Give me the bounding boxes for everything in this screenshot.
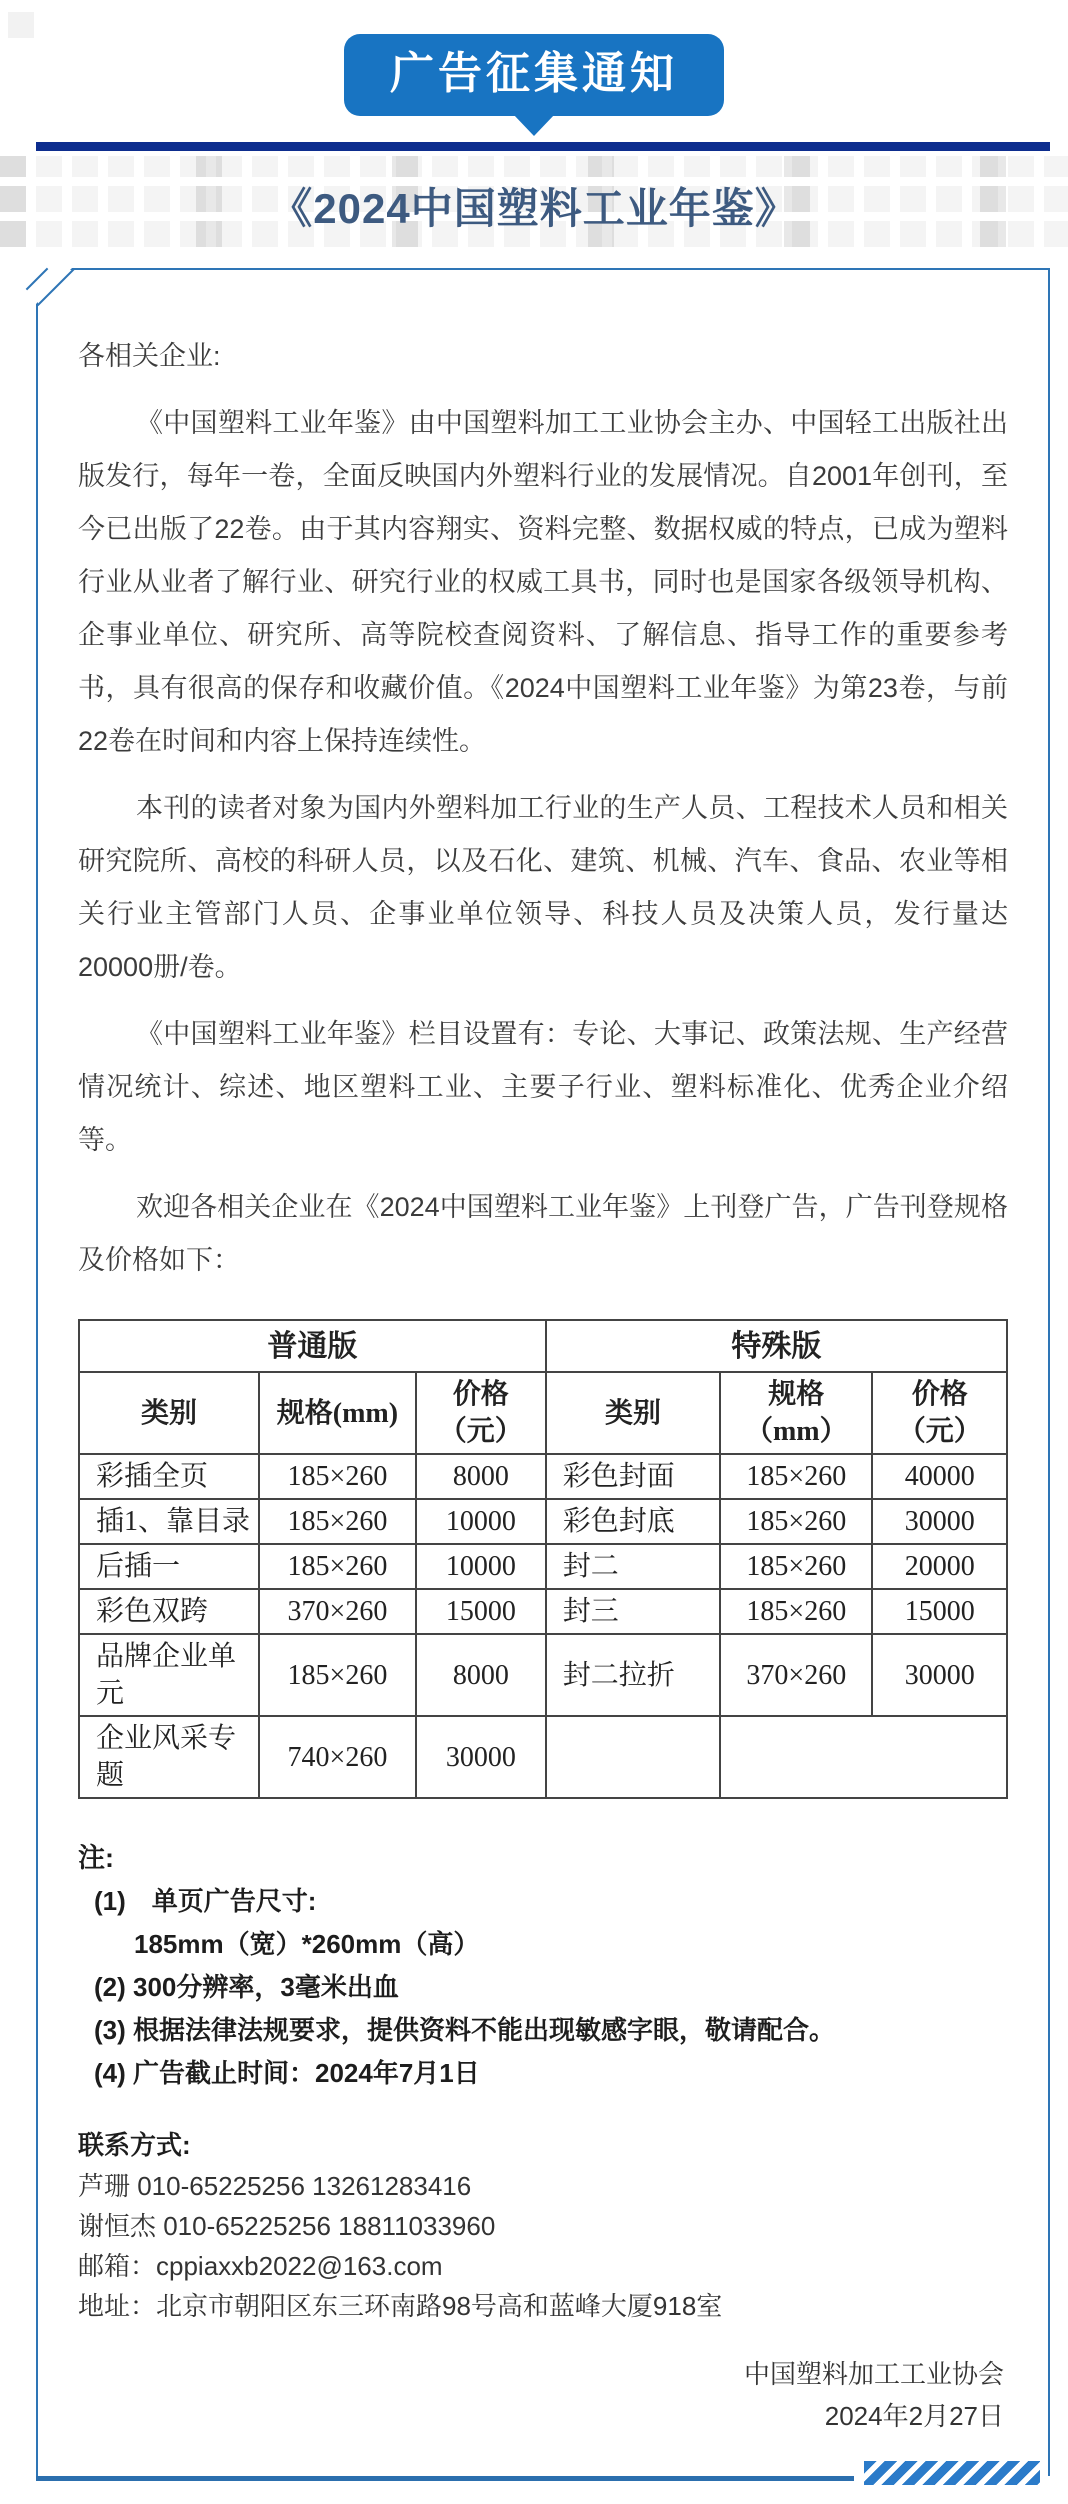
cell-price: 30000 bbox=[416, 1716, 546, 1798]
header bbox=[0, 0, 1068, 116]
table-row bbox=[79, 1634, 1007, 1716]
cell-size: 370×260 bbox=[720, 1634, 872, 1716]
contact-heading: 联系方式: bbox=[78, 2130, 191, 2160]
cell-size: 740×260 bbox=[259, 1716, 416, 1798]
cell-size: 185×260 bbox=[720, 1454, 872, 1499]
cell-category: 品牌企业单元 bbox=[79, 1634, 259, 1716]
salutation: 各相关企业: bbox=[78, 341, 221, 371]
cell-category-empty bbox=[546, 1716, 720, 1798]
table-row bbox=[79, 1499, 1007, 1544]
col-header-category-left: 类别 bbox=[79, 1372, 259, 1454]
signature-organization: 中国塑料加工工业协会 bbox=[743, 2359, 1004, 2389]
cell-category: 封二 bbox=[546, 1544, 720, 1589]
contact-person-2: 谢恒杰 010-65225256 18811033960 bbox=[78, 2211, 496, 2241]
cell-size: 185×260 bbox=[259, 1634, 416, 1716]
table-column-header-row bbox=[79, 1372, 1007, 1454]
table-row bbox=[79, 1454, 1007, 1499]
contact-address: 地址：北京市朝阳区东三环南路98号高和蓝峰大厦918室 bbox=[78, 2291, 723, 2321]
cell-category: 彩色封面 bbox=[546, 1454, 720, 1499]
cell-category: 封三 bbox=[546, 1589, 720, 1634]
group-header-standard-edition: 普通版 bbox=[79, 1320, 546, 1372]
card-bottom-border bbox=[36, 2476, 854, 2481]
cell-size: 185×260 bbox=[259, 1544, 416, 1589]
note-item-1-size: 185mm（宽）*260mm（高） bbox=[134, 1929, 480, 1959]
note-item-1: (1) 单页广告尺寸: bbox=[94, 1886, 317, 1916]
cell-price: 15000 bbox=[872, 1589, 1007, 1634]
cell-size: 370×260 bbox=[259, 1589, 416, 1634]
cell-size: 185×260 bbox=[720, 1544, 872, 1589]
group-header-special-edition: 特殊版 bbox=[546, 1320, 1007, 1372]
cell-category: 彩色封底 bbox=[546, 1499, 720, 1544]
cell-price: 8000 bbox=[416, 1634, 546, 1716]
ad-price-table bbox=[78, 1319, 1008, 1799]
cell-size: 185×260 bbox=[259, 1499, 416, 1544]
signature-block bbox=[78, 2360, 1008, 2430]
note-item-3: (3) 根据法律法规要求，提供资料不能出现敏感字眼，敬请配合。 bbox=[94, 2015, 836, 2045]
note-item-2: (2) 300分辨率，3毫米出血 bbox=[94, 1972, 399, 2002]
cell-size: 185×260 bbox=[720, 1499, 872, 1544]
cell-category: 彩插全页 bbox=[79, 1454, 259, 1499]
col-header-price-left: 价格（元） bbox=[416, 1372, 546, 1454]
table-row bbox=[79, 1716, 1007, 1798]
signature-date: 2024年2月27日 bbox=[824, 2401, 1004, 2431]
cell-price: 20000 bbox=[872, 1544, 1007, 1589]
col-header-size-right: 规格（mm） bbox=[720, 1372, 872, 1454]
diagonal-stripes-decoration bbox=[864, 2461, 1040, 2485]
cell-price: 30000 bbox=[872, 1499, 1007, 1544]
paragraph-columns: 《中国塑料工业年鉴》栏目设置有：专论、大事记、政策法规、生产经营情况统计、综述、地区塑料工业、主要子行业、塑料标准化、优秀企业介绍等。 bbox=[78, 1019, 1008, 1155]
cell-price: 40000 bbox=[872, 1454, 1007, 1499]
cell-price: 30000 bbox=[872, 1634, 1007, 1716]
table-group-header-row bbox=[79, 1320, 1007, 1372]
paragraph-readers: 本刊的读者对象为国内外塑料加工行业的生产人员、工程技术人员和相关研究院所、高校的科研人员，以及石化、建筑、机械、汽车、食品、农业等相关行业主管部门人员、企事业单位领导、科技人员及决策人员，发行量达20000册/卷。 bbox=[78, 793, 1008, 982]
table-row bbox=[79, 1589, 1007, 1634]
cell-size: 185×260 bbox=[259, 1454, 416, 1499]
cell-category: 企业风采专题 bbox=[79, 1716, 259, 1798]
cell-category: 彩色双跨 bbox=[79, 1589, 259, 1634]
contact-person-1: 芦珊 010-65225256 13261283416 bbox=[78, 2171, 472, 2201]
cell-merged-empty bbox=[720, 1716, 1007, 1798]
paragraph-introduction: 《中国塑料工业年鉴》由中国塑料加工工业协会主办、中国轻工出版社出版发行，每年一卷，全面反映国内外塑料行业的发展情况。自2001年创刊，至今已出版了22卷。由于其内容翔实、资料完整、数据权威的特点，已成为塑料行业从业者了解行业、研究行业的权威工具书，同时也是国家各级领导机构、企事业单位、研究所、高等院校查阅资料、了解信息、指导工作的重要参考书，具有很高的保存和收藏价值。《2024中国塑料工业年鉴》为第23卷，与前22卷在时间和内容上保持连续性。 bbox=[78, 408, 1008, 756]
cell-category: 插1、靠目录 bbox=[79, 1499, 259, 1544]
col-header-size-left: 规格(mm) bbox=[259, 1372, 416, 1454]
cell-category: 封二拉折 bbox=[546, 1634, 720, 1716]
paragraph-invitation: 欢迎各相关企业在《2024中国塑料工业年鉴》上刊登广告，广告刊登规格及价格如下： bbox=[78, 1192, 1008, 1275]
cell-price: 8000 bbox=[416, 1454, 546, 1499]
page-title: 《2024中国塑料工业年鉴》 bbox=[270, 185, 798, 232]
mosaic-band bbox=[0, 156, 1068, 256]
cell-size: 185×260 bbox=[720, 1589, 872, 1634]
cell-category: 后插一 bbox=[79, 1544, 259, 1589]
cell-price: 10000 bbox=[416, 1499, 546, 1544]
col-header-price-right: 价格（元） bbox=[872, 1372, 1007, 1454]
header-divider-line bbox=[36, 142, 1050, 151]
contact-email: 邮箱：cppiaxxb2022@163.com bbox=[78, 2251, 443, 2281]
letter-card bbox=[36, 268, 1050, 2476]
col-header-category-right: 类别 bbox=[546, 1372, 720, 1454]
mosaic-dot-decoration bbox=[8, 12, 34, 38]
notes-heading: 注: bbox=[78, 1843, 114, 1873]
note-item-4-deadline: (4) 广告截止时间：2024年7月1日 bbox=[94, 2058, 480, 2088]
cell-price: 10000 bbox=[416, 1544, 546, 1589]
cell-price: 15000 bbox=[416, 1589, 546, 1634]
notice-title-bubble: 广告征集通知 bbox=[344, 34, 724, 116]
table-row bbox=[79, 1544, 1007, 1589]
